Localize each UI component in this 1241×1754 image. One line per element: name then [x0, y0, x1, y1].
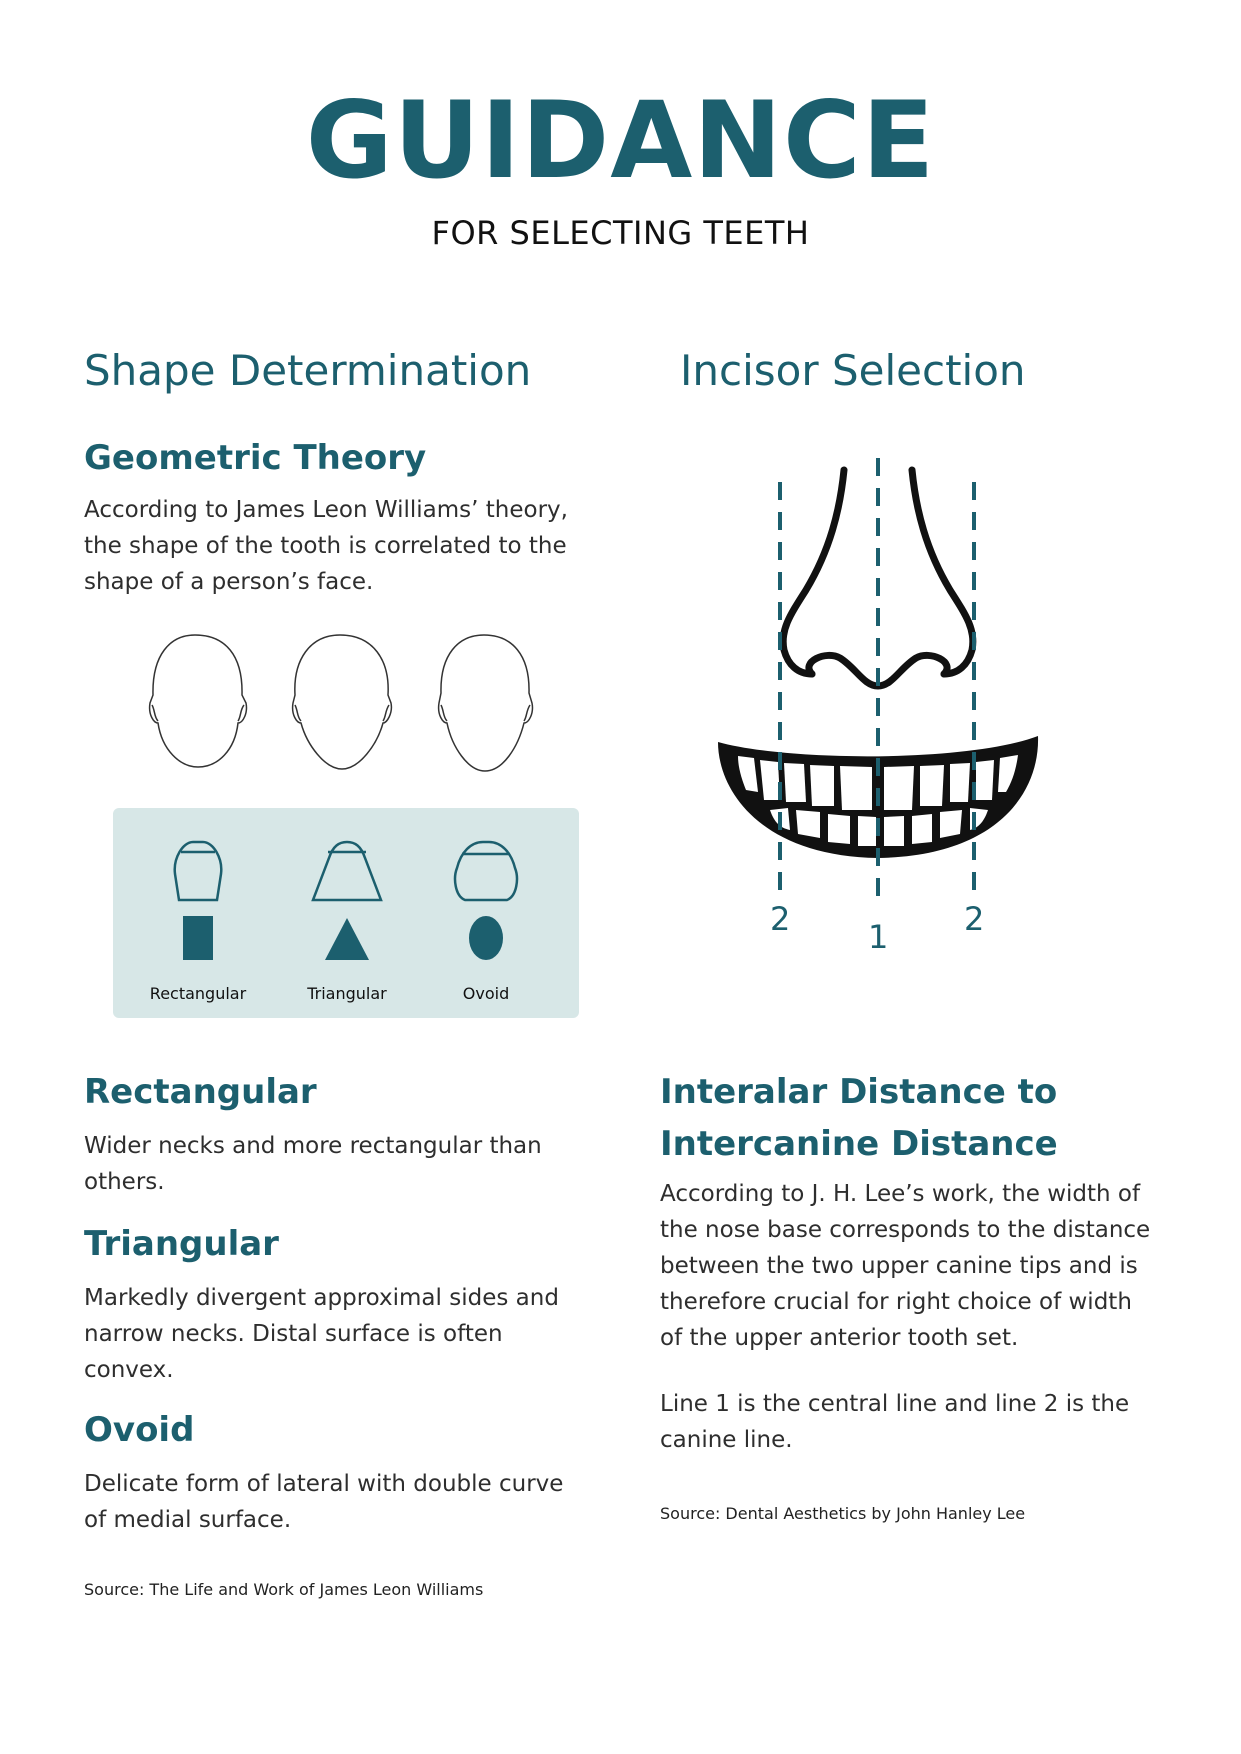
face-rectangular-icon: [150, 635, 247, 767]
rectangular-heading: Rectangular: [84, 1072, 317, 1112]
rectangle-icon: [183, 916, 213, 960]
shape-label-rectangular: Rectangular: [149, 984, 247, 1003]
tooth-ovoid-outline-icon: [455, 842, 517, 900]
oval-icon: [469, 916, 503, 960]
page-subtitle: FOR SELECTING TEETH: [431, 214, 810, 252]
shape-label-triangular: Triangular: [307, 984, 387, 1003]
geometric-theory-body: According to James Leon Williams’ theory, the shape of the tooth is correlated to the shape of a person’s face.: [84, 497, 568, 595]
triangular-body: Markedly divergent approximal sides and narrow necks. Distal surface is often convex.: [84, 1285, 559, 1383]
tooth-triangular-outline-icon: [313, 842, 381, 900]
line-label-right: 2: [964, 900, 985, 938]
triangular-heading: Triangular: [84, 1224, 279, 1264]
nose-smile-diagram: [700, 450, 1060, 970]
line-label-left: 2: [770, 900, 791, 938]
face-ovoid-icon: [439, 635, 533, 771]
tooth-rectangular-outline-icon: [175, 842, 222, 900]
left-source: Source: The Life and Work of James Leon Williams: [84, 1580, 484, 1599]
shape-determination-title: Shape Determination: [84, 346, 532, 395]
interalar-heading-line2: Intercanine Distance: [660, 1124, 1058, 1164]
line-label-center: 1: [868, 918, 889, 956]
triangle-icon: [325, 918, 369, 960]
tooth-shapes-panel: [113, 808, 579, 1018]
interalar-heading-line1: Interalar Distance to: [660, 1072, 1058, 1112]
ovoid-body: Delicate form of lateral with double curve of medial surface.: [84, 1471, 564, 1533]
geometric-theory-heading: Geometric Theory: [84, 438, 427, 478]
ovoid-heading: Ovoid: [84, 1410, 195, 1450]
line-explanation-body: Line 1 is the central line and line 2 is the canine line.: [660, 1391, 1130, 1453]
interalar-body: According to J. H. Lee’s work, the width of the nose base corresponds to the distance between the two upper canine tips and is therefore crucial for right choice of width of the upper anterior tooth set.: [660, 1181, 1151, 1351]
shape-label-ovoid: Ovoid: [462, 984, 510, 1003]
page-title: GUIDANCE: [305, 79, 936, 202]
rectangular-body: Wider necks and more rectangular than others.: [84, 1133, 542, 1195]
face-outlines-illustration: [140, 625, 560, 785]
right-source: Source: Dental Aesthetics by John Hanley Lee: [660, 1504, 1026, 1523]
incisor-selection-title: Incisor Selection: [680, 346, 1026, 395]
face-triangular-icon: [293, 635, 392, 769]
